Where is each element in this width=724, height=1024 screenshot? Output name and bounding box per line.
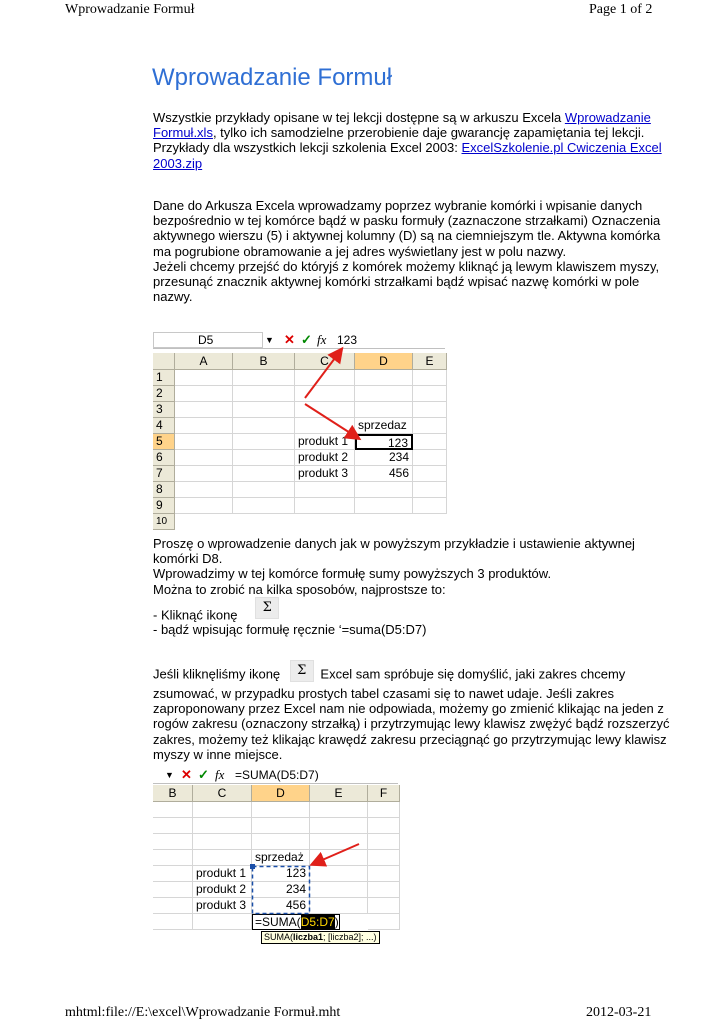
col-header-e[interactable]: E <box>413 353 447 370</box>
autosum-text-rest: Excel sam spróbuje się domyślić, jaki zakres chcemy zsumować, w przypadku prostych tabel czasami się to nawet udaje. Jeśli zakres zaproponowany przez Excel nam nie odpowiada, możemy go zmienić klikając na jeden z rogów zakresu (oznaczony strzałką) i przytrzymując lewy klawisz zwężyć bądź rozszerzyć zakres, możemy też klikając krawędź zakresu przeciągnąć go przytrzymując lewy klawisz myszy w inne miejsce. <box>153 666 670 762</box>
value-cell[interactable]: 456 <box>252 898 310 914</box>
page-title: Wprowadzanie Formuł <box>152 64 393 91</box>
row-header-5-active[interactable]: 5 <box>153 434 175 450</box>
col-header-b[interactable]: B <box>153 785 193 802</box>
data-entry-paragraph <box>153 198 673 304</box>
enter-check-icon[interactable]: ✓ <box>301 332 312 347</box>
intro-text-1: Wszystkie przykłady opisane w tej lekcji dostępne są w arkuszu Excela <box>153 110 562 125</box>
sales-header-cell[interactable]: sprzedaż <box>252 850 310 866</box>
function-fx-icon[interactable]: fx <box>215 767 225 782</box>
zip-file-link[interactable]: ExcelSzkolenie.pl Cwiczenia Excel 2003.zip <box>153 140 662 171</box>
navigation-text: Jeżeli chcemy przejść do któryjś z komórek możemy kliknąć ją lewym klawiszem myszy, przesunąć znacznik aktywnej komórki strzałkami bądź wpisać nazwę komórki w pole nazwy. <box>153 258 660 305</box>
col-header-b[interactable]: B <box>233 353 295 370</box>
row-header-9[interactable]: 9 <box>153 498 175 514</box>
data-entry-text: Dane do Arkusza Excela wprowadzamy poprzez wybranie komórki i wpisanie danych bezpośrednio w tej komórce bądź w pasku formuły (zaznaczone strzałkami) Oznaczenia aktywnego wierszu (5) i aktywnej kolumny (D) są na ciemniejszym tle. Aktywna komórka ma pogrubione obramowanie a jej adres wyświetlany jest w polu nazwy. <box>153 198 661 259</box>
autosum-text-start: Jeśli kliknęliśmy ikonę <box>153 666 281 682</box>
row-header-1[interactable]: 1 <box>153 370 175 386</box>
intro-text-3: Przykłady dla wszystkich lekcji szkolenia Excel 2003: <box>153 140 462 156</box>
col-header-c[interactable]: C <box>295 353 355 370</box>
col-header-c[interactable]: C <box>193 785 252 802</box>
product-cell[interactable]: produkt 2 <box>193 882 252 898</box>
tooltip-arg1[interactable]: liczba1 <box>293 932 324 942</box>
cancel-icon[interactable]: ✕ <box>284 332 295 347</box>
col-header-a[interactable]: A <box>175 353 233 370</box>
col-header-d-active[interactable]: D <box>252 785 310 802</box>
formula-input-2[interactable]: =SUMA(D5:D7) <box>235 768 319 782</box>
red-arrows <box>153 332 445 520</box>
autosum-sigma-icon-inline[interactable]: Σ <box>290 660 314 682</box>
excel-screenshot-2 <box>153 767 398 949</box>
value-cell[interactable]: 234 <box>252 882 310 898</box>
value-cell[interactable]: 234 <box>355 450 413 466</box>
value-cell[interactable]: 123 <box>252 866 310 882</box>
xls-file-link[interactable]: Wprowadzanie Formuł.xls <box>153 110 651 141</box>
row-header-7[interactable]: 7 <box>153 466 175 482</box>
excel-screenshot-1 <box>153 332 445 527</box>
product-cell[interactable]: produkt 1 <box>193 866 252 882</box>
product-cell[interactable]: produkt 1 <box>295 434 355 450</box>
dropdown-arrow-icon[interactable]: ▼ <box>165 770 174 780</box>
tooltip-rest: ; [liczba2]; ...) <box>323 932 377 942</box>
value-cell[interactable]: 456 <box>355 466 413 482</box>
formula-input[interactable]: 123 <box>337 333 358 347</box>
bullet-1-text: - Kliknąć ikonę <box>153 607 238 623</box>
bullet-2 <box>153 622 673 637</box>
page-header-title: Wprowadzanie Formuł <box>65 2 195 17</box>
row-header-2[interactable]: 2 <box>153 386 175 402</box>
row-header-4[interactable]: 4 <box>153 418 175 434</box>
instruction-text-2: Wprowadzimy w tej komórce formułę sumy powyższych 3 produktów. <box>153 566 552 582</box>
col-header-f[interactable]: F <box>368 785 400 802</box>
instructions-paragraph <box>153 536 673 597</box>
row-header-6[interactable]: 6 <box>153 450 175 466</box>
name-box[interactable]: D5 <box>153 332 263 348</box>
page-number: Page 1 of 2 <box>589 2 653 17</box>
product-cell[interactable]: produkt 2 <box>295 450 355 466</box>
instruction-text-1: Proszę o wprowadzenie danych jak w powyższym przykładzie i ustawienie aktywnej komórki D8. <box>153 536 635 567</box>
formula-range-selection: D5:D7 <box>300 915 335 929</box>
function-fx-icon[interactable]: fx <box>317 332 327 347</box>
bullet-2-text: - bądź wpisując formułę ręcznie ‘=suma(D5:D7) <box>153 622 427 637</box>
col-header-e[interactable]: E <box>310 785 368 802</box>
product-cell[interactable]: produkt 3 <box>295 466 355 482</box>
row-header-3[interactable]: 3 <box>153 402 175 418</box>
formula-prefix: =SUMA( <box>255 915 301 929</box>
page-footer-date: 2012-03-21 <box>586 1005 652 1020</box>
tooltip-function[interactable]: SUMA( <box>264 932 293 942</box>
cancel-icon[interactable]: ✕ <box>181 767 192 782</box>
product-cell[interactable]: produkt 3 <box>193 898 252 914</box>
active-cell-d5[interactable]: 123 <box>355 434 413 450</box>
autosum-sigma-icon[interactable]: Σ <box>255 597 279 619</box>
sales-header-cell[interactable]: sprzedaz <box>355 418 413 434</box>
page-footer-url: mhtml:file://E:\excel\Wprowadzanie Formuł.mht <box>65 1005 341 1020</box>
intro-paragraph <box>153 110 673 171</box>
row-header-10[interactable]: 10 <box>153 514 175 530</box>
row-header-8[interactable]: 8 <box>153 482 175 498</box>
range-and-arrow <box>153 767 398 949</box>
enter-check-icon[interactable]: ✓ <box>198 767 209 782</box>
autosum-paragraph <box>153 664 673 762</box>
instruction-text-3: Można to zrobić na kilka sposobów, najprostsze to: <box>153 581 446 597</box>
formula-suffix: ) <box>334 915 339 929</box>
col-header-d-active[interactable]: D <box>355 353 413 370</box>
dropdown-arrow-icon[interactable]: ▼ <box>265 335 274 345</box>
intro-text-2: , tylko ich samodzielne przerobienie daje gwarancję zapamiętania tej lekcji. <box>212 125 645 141</box>
